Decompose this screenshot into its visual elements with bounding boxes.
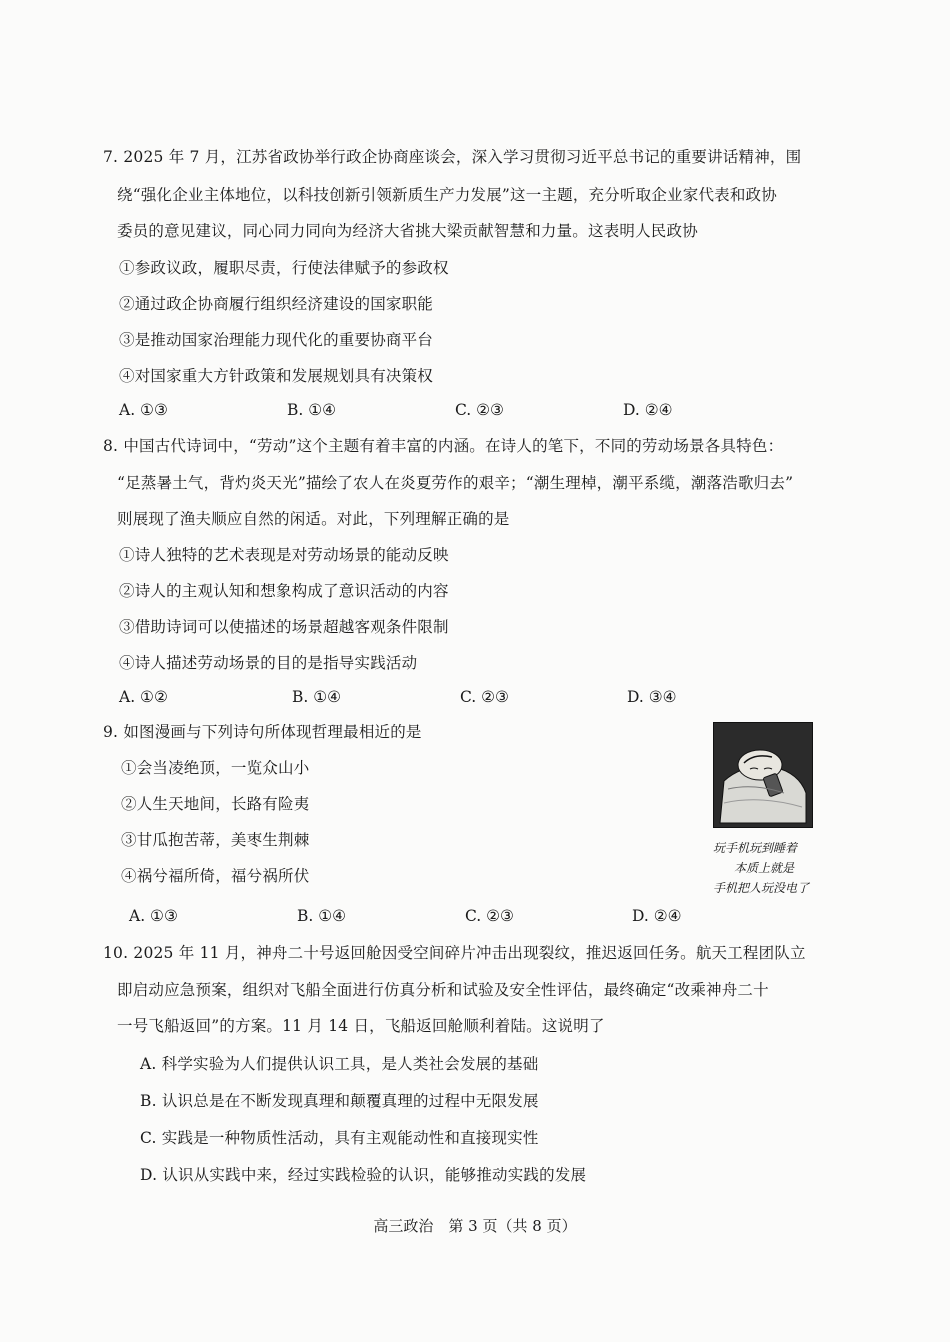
q8-option-4: ④诗人描述劳动场景的目的是指导实践活动 xyxy=(119,654,418,672)
q9-option-4: ④祸兮福所倚，福兮祸所伏 xyxy=(121,867,310,885)
q7-stem-line-1: 7. 2025 年 7 月，江苏省政协举行政企协商座谈会，深入学习贯彻习近平总书记的重要讲话精神，围 xyxy=(103,148,802,166)
q8-answer-a: A. ①② xyxy=(119,688,168,706)
page-footer: 高三政治 第 3 页（共 8 页） xyxy=(373,1217,577,1235)
q9-stem-line-1: 9. 如图漫画与下列诗句所体现哲理最相近的是 xyxy=(103,723,422,741)
q8-stem-line-3: 则展现了渔夫顺应自然的闲适。对此，下列理解正确的是 xyxy=(117,510,510,528)
q10-stem-line-2: 即启动应急预案，组织对飞船全面进行仿真分析和试验及安全性评估，最终确定“改乘神舟二十 xyxy=(117,981,769,999)
q10-option-b: B. 认识总是在不断发现真理和颠覆真理的过程中无限发展 xyxy=(140,1092,539,1110)
q7-stem-line-2: 绕“强化企业主体地位，以科技创新引领新质生产力发展”这一主题，充分听取企业家代表和政协 xyxy=(117,186,777,204)
q10-option-c: C. 实践是一种物质性活动，具有主观能动性和直接现实性 xyxy=(140,1129,539,1147)
q10-stem-line-1: 10. 2025 年 11 月，神舟二十号返回舱因受空间碎片冲击出现裂纹，推迟返回任务。航天工程团队立 xyxy=(103,944,806,962)
q9-option-1: ①会当凌绝顶，一览众山小 xyxy=(121,759,310,777)
q8-stem-line-1: 8. 中国古代诗词中，“劳动”这个主题有着丰富的内涵。在诗人的笔下，不同的劳动场景各具特色： xyxy=(103,437,784,455)
q10-option-d: D. 认识从实践中来，经过实践检验的认识，能够推动实践的发展 xyxy=(140,1166,587,1184)
comic-caption-line-2: 本质上就是 xyxy=(734,861,795,875)
q10-stem-line-3: 一号飞船返回”的方案。11 月 14 日，飞船返回舱顺利着陆。这说明了 xyxy=(117,1017,605,1035)
sleeping-person-with-phone-icon xyxy=(714,723,812,827)
q7-option-2: ②通过政企协商履行组织经济建设的国家职能 xyxy=(119,295,434,313)
q9-answer-b: B. ①④ xyxy=(297,907,347,925)
q8-option-1: ①诗人独特的艺术表现是对劳动场景的能动反映 xyxy=(119,546,449,564)
q9-answer-c: C. ②③ xyxy=(465,907,514,925)
q8-answer-d: D. ③④ xyxy=(627,688,677,706)
q8-stem-line-2: “足蒸暑土气，背灼炎天光”描绘了农人在炎夏劳作的艰辛；“潮生理棹，潮平系缆，潮落浩歌归去” xyxy=(117,474,794,492)
q9-answer-d: D. ②④ xyxy=(632,907,682,925)
q8-answer-b: B. ①④ xyxy=(292,688,342,706)
q7-option-3: ③是推动国家治理能力现代化的重要协商平台 xyxy=(119,331,434,349)
q7-answer-b: B. ①④ xyxy=(287,401,337,419)
q8-answer-c: C. ②③ xyxy=(460,688,509,706)
comic-caption-line-1: 玩手机玩到睡着 xyxy=(713,841,798,855)
q8-option-3: ③借助诗词可以使描述的场景超越客观条件限制 xyxy=(119,618,449,636)
q8-option-2: ②诗人的主观认知和想象构成了意识活动的内容 xyxy=(119,582,449,600)
q7-answer-d: D. ②④ xyxy=(623,401,673,419)
q9-answer-a: A. ①③ xyxy=(129,907,178,925)
comic-caption-line-3: 手机把人玩没电了 xyxy=(713,881,810,895)
q7-answer-c: C. ②③ xyxy=(455,401,504,419)
q7-option-1: ①参政议政，履职尽责，行使法律赋予的参政权 xyxy=(119,259,449,277)
comic-illustration xyxy=(713,722,813,828)
q9-option-2: ②人生天地间，长路有险夷 xyxy=(121,795,310,813)
q9-option-3: ③甘瓜抱苦蒂，美枣生荆棘 xyxy=(121,831,310,849)
q7-stem-line-3: 委员的意见建议，同心同力同向为经济大省挑大梁贡献智慧和力量。这表明人民政协 xyxy=(117,222,698,240)
q10-option-a: A. 科学实验为人们提供认识工具，是人类社会发展的基础 xyxy=(140,1055,539,1073)
q7-answer-a: A. ①③ xyxy=(119,401,168,419)
q7-option-4: ④对国家重大方针政策和发展规划具有决策权 xyxy=(119,367,434,385)
